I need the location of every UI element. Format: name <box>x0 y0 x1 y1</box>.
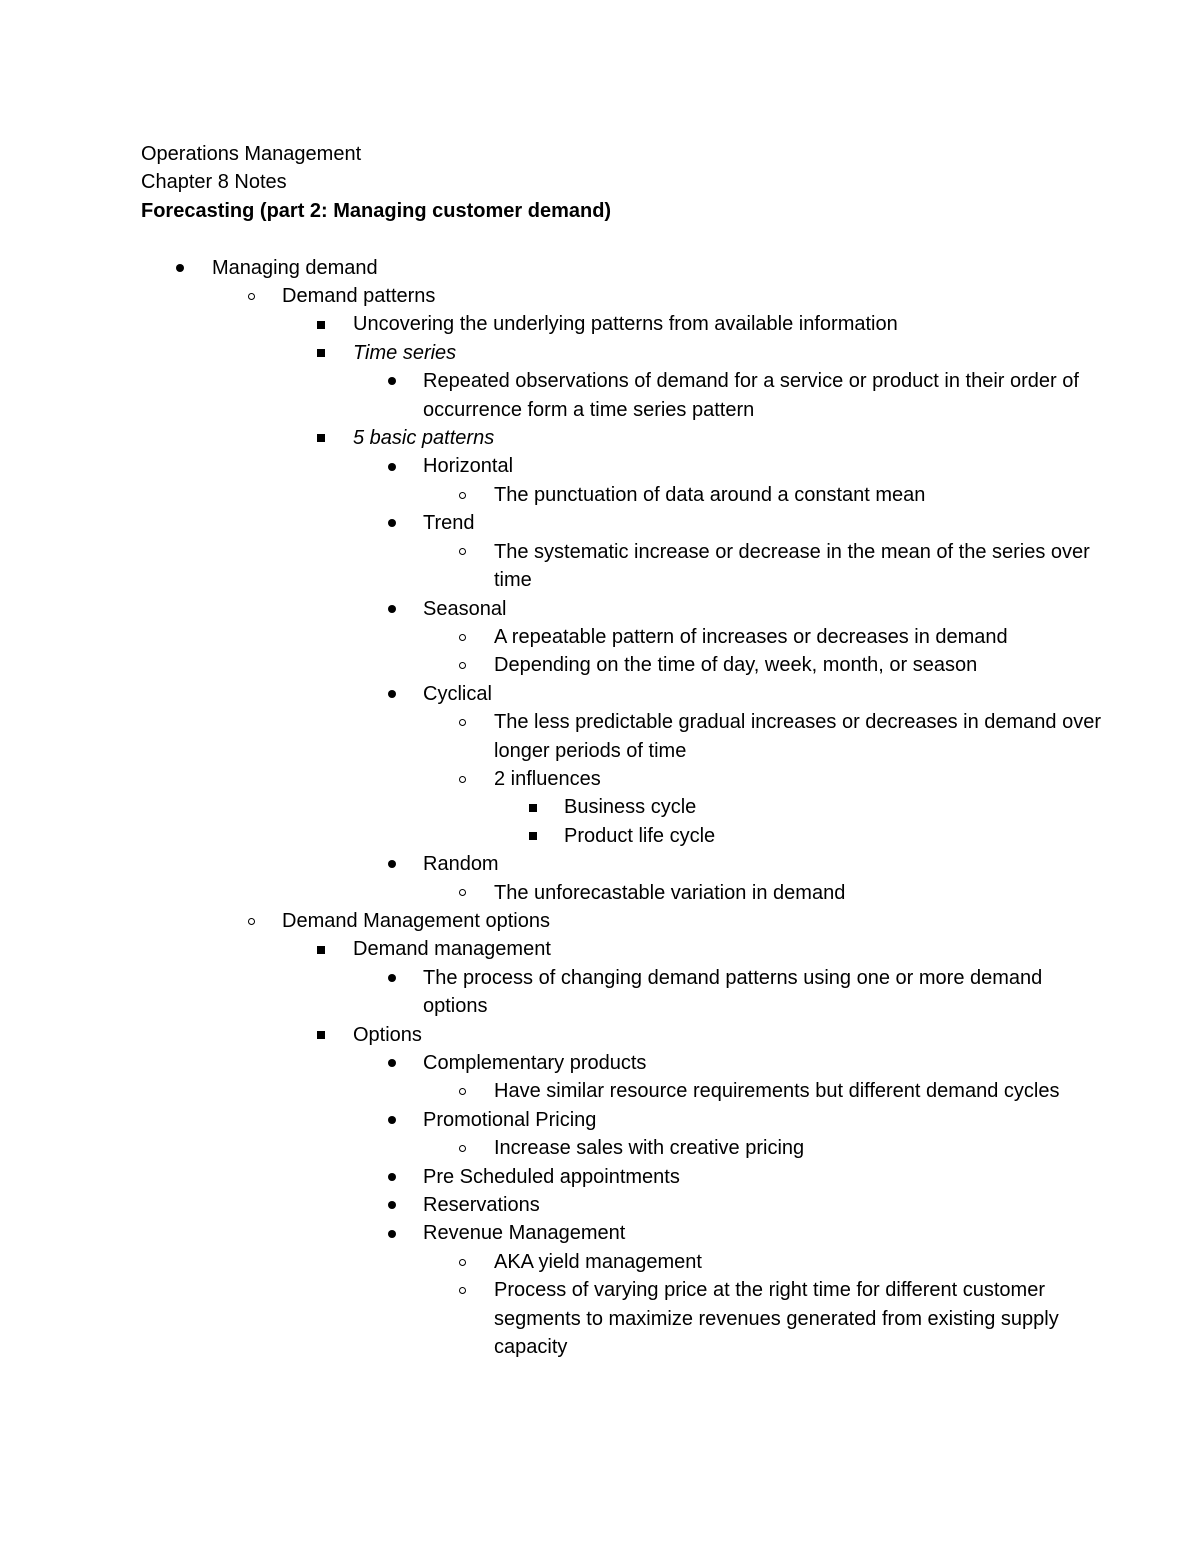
list-item-text: Random <box>423 853 499 876</box>
list-item <box>141 850 1101 878</box>
list-item-text: Horizontal <box>423 455 514 478</box>
list-item <box>141 310 1101 338</box>
list-item <box>141 595 1101 623</box>
list-item <box>141 907 1101 935</box>
list-item-text: Demand Management options <box>282 909 550 932</box>
list-item <box>141 708 1101 765</box>
list-item <box>141 1248 1101 1276</box>
list-item <box>141 793 1101 821</box>
circle-bullet-icon <box>452 481 472 509</box>
list-item-text: The unforecastable variation in demand <box>494 881 846 904</box>
list-item-text: Cyclical <box>423 682 492 705</box>
circle-bullet-icon <box>452 1077 472 1105</box>
list-item <box>141 452 1101 480</box>
list-item-text: Have similar resource requirements but different demand cycles <box>494 1080 1060 1103</box>
circle-bullet-icon <box>452 765 472 793</box>
square-bullet-icon <box>311 310 331 338</box>
list-item-text: Seasonal <box>423 597 507 620</box>
list-item-text: 5 basic patterns <box>353 427 495 450</box>
chapter-label: Chapter 8 Notes <box>141 171 287 194</box>
circle-bullet-icon <box>452 651 472 679</box>
list-item <box>141 1049 1101 1077</box>
list-item-text: Options <box>353 1023 422 1046</box>
list-item-text: Business cycle <box>564 796 697 819</box>
list-item <box>141 481 1101 509</box>
list-item <box>141 1021 1101 1049</box>
disc-bullet-icon <box>382 1049 402 1077</box>
list-item <box>141 282 1101 310</box>
list-item-text: The process of changing demand patterns using one or more demand options <box>423 966 1043 1018</box>
circle-bullet-icon <box>241 282 261 310</box>
list-item <box>141 1163 1101 1191</box>
disc-bullet-icon <box>382 595 402 623</box>
list-item-text: Repeated observations of demand for a service or product in their order of occurrence form a time series pattern <box>423 370 1079 421</box>
list-item-text: 2 influences <box>494 767 601 790</box>
circle-bullet-icon <box>241 907 261 935</box>
list-item-text: Uncovering the underlying patterns from available information <box>353 313 898 336</box>
list-item <box>141 1191 1101 1219</box>
disc-bullet-icon <box>382 452 402 480</box>
document-page <box>141 140 1101 1361</box>
section-title: Forecasting (part 2: Managing customer demand) <box>141 199 612 222</box>
list-item <box>141 339 1101 367</box>
square-bullet-icon <box>311 339 331 367</box>
list-item-text: The punctuation of data around a constant mean <box>494 483 926 506</box>
list-item <box>141 822 1101 850</box>
list-item <box>141 879 1101 907</box>
list-item <box>141 1077 1101 1105</box>
list-item <box>141 254 1101 282</box>
list-item-text: Demand management <box>353 938 551 961</box>
circle-bullet-icon <box>452 1134 472 1162</box>
list-item <box>141 680 1101 708</box>
square-bullet-icon <box>311 935 331 963</box>
list-item-text: Managing demand <box>212 256 378 279</box>
list-item <box>141 1134 1101 1162</box>
disc-bullet-icon <box>382 1106 402 1134</box>
list-item-text: Promotional Pricing <box>423 1108 597 1131</box>
disc-bullet-icon <box>170 254 190 282</box>
list-item-text: A repeatable pattern of increases or decreases in demand <box>494 625 1008 648</box>
circle-bullet-icon <box>452 623 472 651</box>
square-bullet-icon <box>311 424 331 452</box>
list-item-text: Demand patterns <box>282 285 436 308</box>
disc-bullet-icon <box>382 367 402 395</box>
list-item-text: Depending on the time of day, week, month, or season <box>494 654 978 677</box>
list-item-text: Process of varying price at the right time for different customer segments to maximize revenues generated from existing supply capacity <box>494 1279 1059 1359</box>
list-item <box>141 1276 1101 1361</box>
list-item-text: Increase sales with creative pricing <box>494 1137 805 1160</box>
list-item <box>141 509 1101 537</box>
list-item-text: Revenue Management <box>423 1222 626 1245</box>
circle-bullet-icon <box>452 538 472 566</box>
list-item-text: Reservations <box>423 1194 540 1217</box>
list-item <box>141 1106 1101 1134</box>
disc-bullet-icon <box>382 1163 402 1191</box>
list-item <box>141 964 1101 1021</box>
blank-line <box>141 225 1101 253</box>
list-item <box>141 935 1101 963</box>
circle-bullet-icon <box>452 708 472 736</box>
disc-bullet-icon <box>382 850 402 878</box>
list-item <box>141 367 1101 424</box>
list-item <box>141 765 1101 793</box>
list-item-text: Time series <box>353 341 457 364</box>
square-bullet-icon <box>523 793 543 821</box>
list-item-text: Trend <box>423 512 475 535</box>
disc-bullet-icon <box>382 964 402 992</box>
course-name: Operations Management <box>141 143 362 165</box>
notes-outline <box>141 254 1101 1362</box>
list-item-text: The less predictable gradual increases or decreases in demand over longer periods of time <box>494 711 1102 762</box>
list-item <box>141 651 1101 679</box>
square-bullet-icon <box>311 1021 331 1049</box>
list-item <box>141 538 1101 595</box>
circle-bullet-icon <box>452 1248 472 1276</box>
disc-bullet-icon <box>382 1191 402 1219</box>
disc-bullet-icon <box>382 509 402 537</box>
list-item-text: Product life cycle <box>564 824 716 847</box>
list-item-text: Pre Scheduled appointments <box>423 1165 680 1188</box>
list-item-text: AKA yield management <box>494 1250 702 1273</box>
square-bullet-icon <box>523 822 543 850</box>
list-item <box>141 1219 1101 1247</box>
circle-bullet-icon <box>452 1276 472 1304</box>
circle-bullet-icon <box>452 879 472 907</box>
list-item-text: Complementary products <box>423 1052 647 1074</box>
list-item <box>141 424 1101 452</box>
disc-bullet-icon <box>382 680 402 708</box>
list-item <box>141 623 1101 651</box>
disc-bullet-icon <box>382 1219 402 1247</box>
list-item-text: The systematic increase or decrease in the mean of the series over time <box>494 540 1090 592</box>
